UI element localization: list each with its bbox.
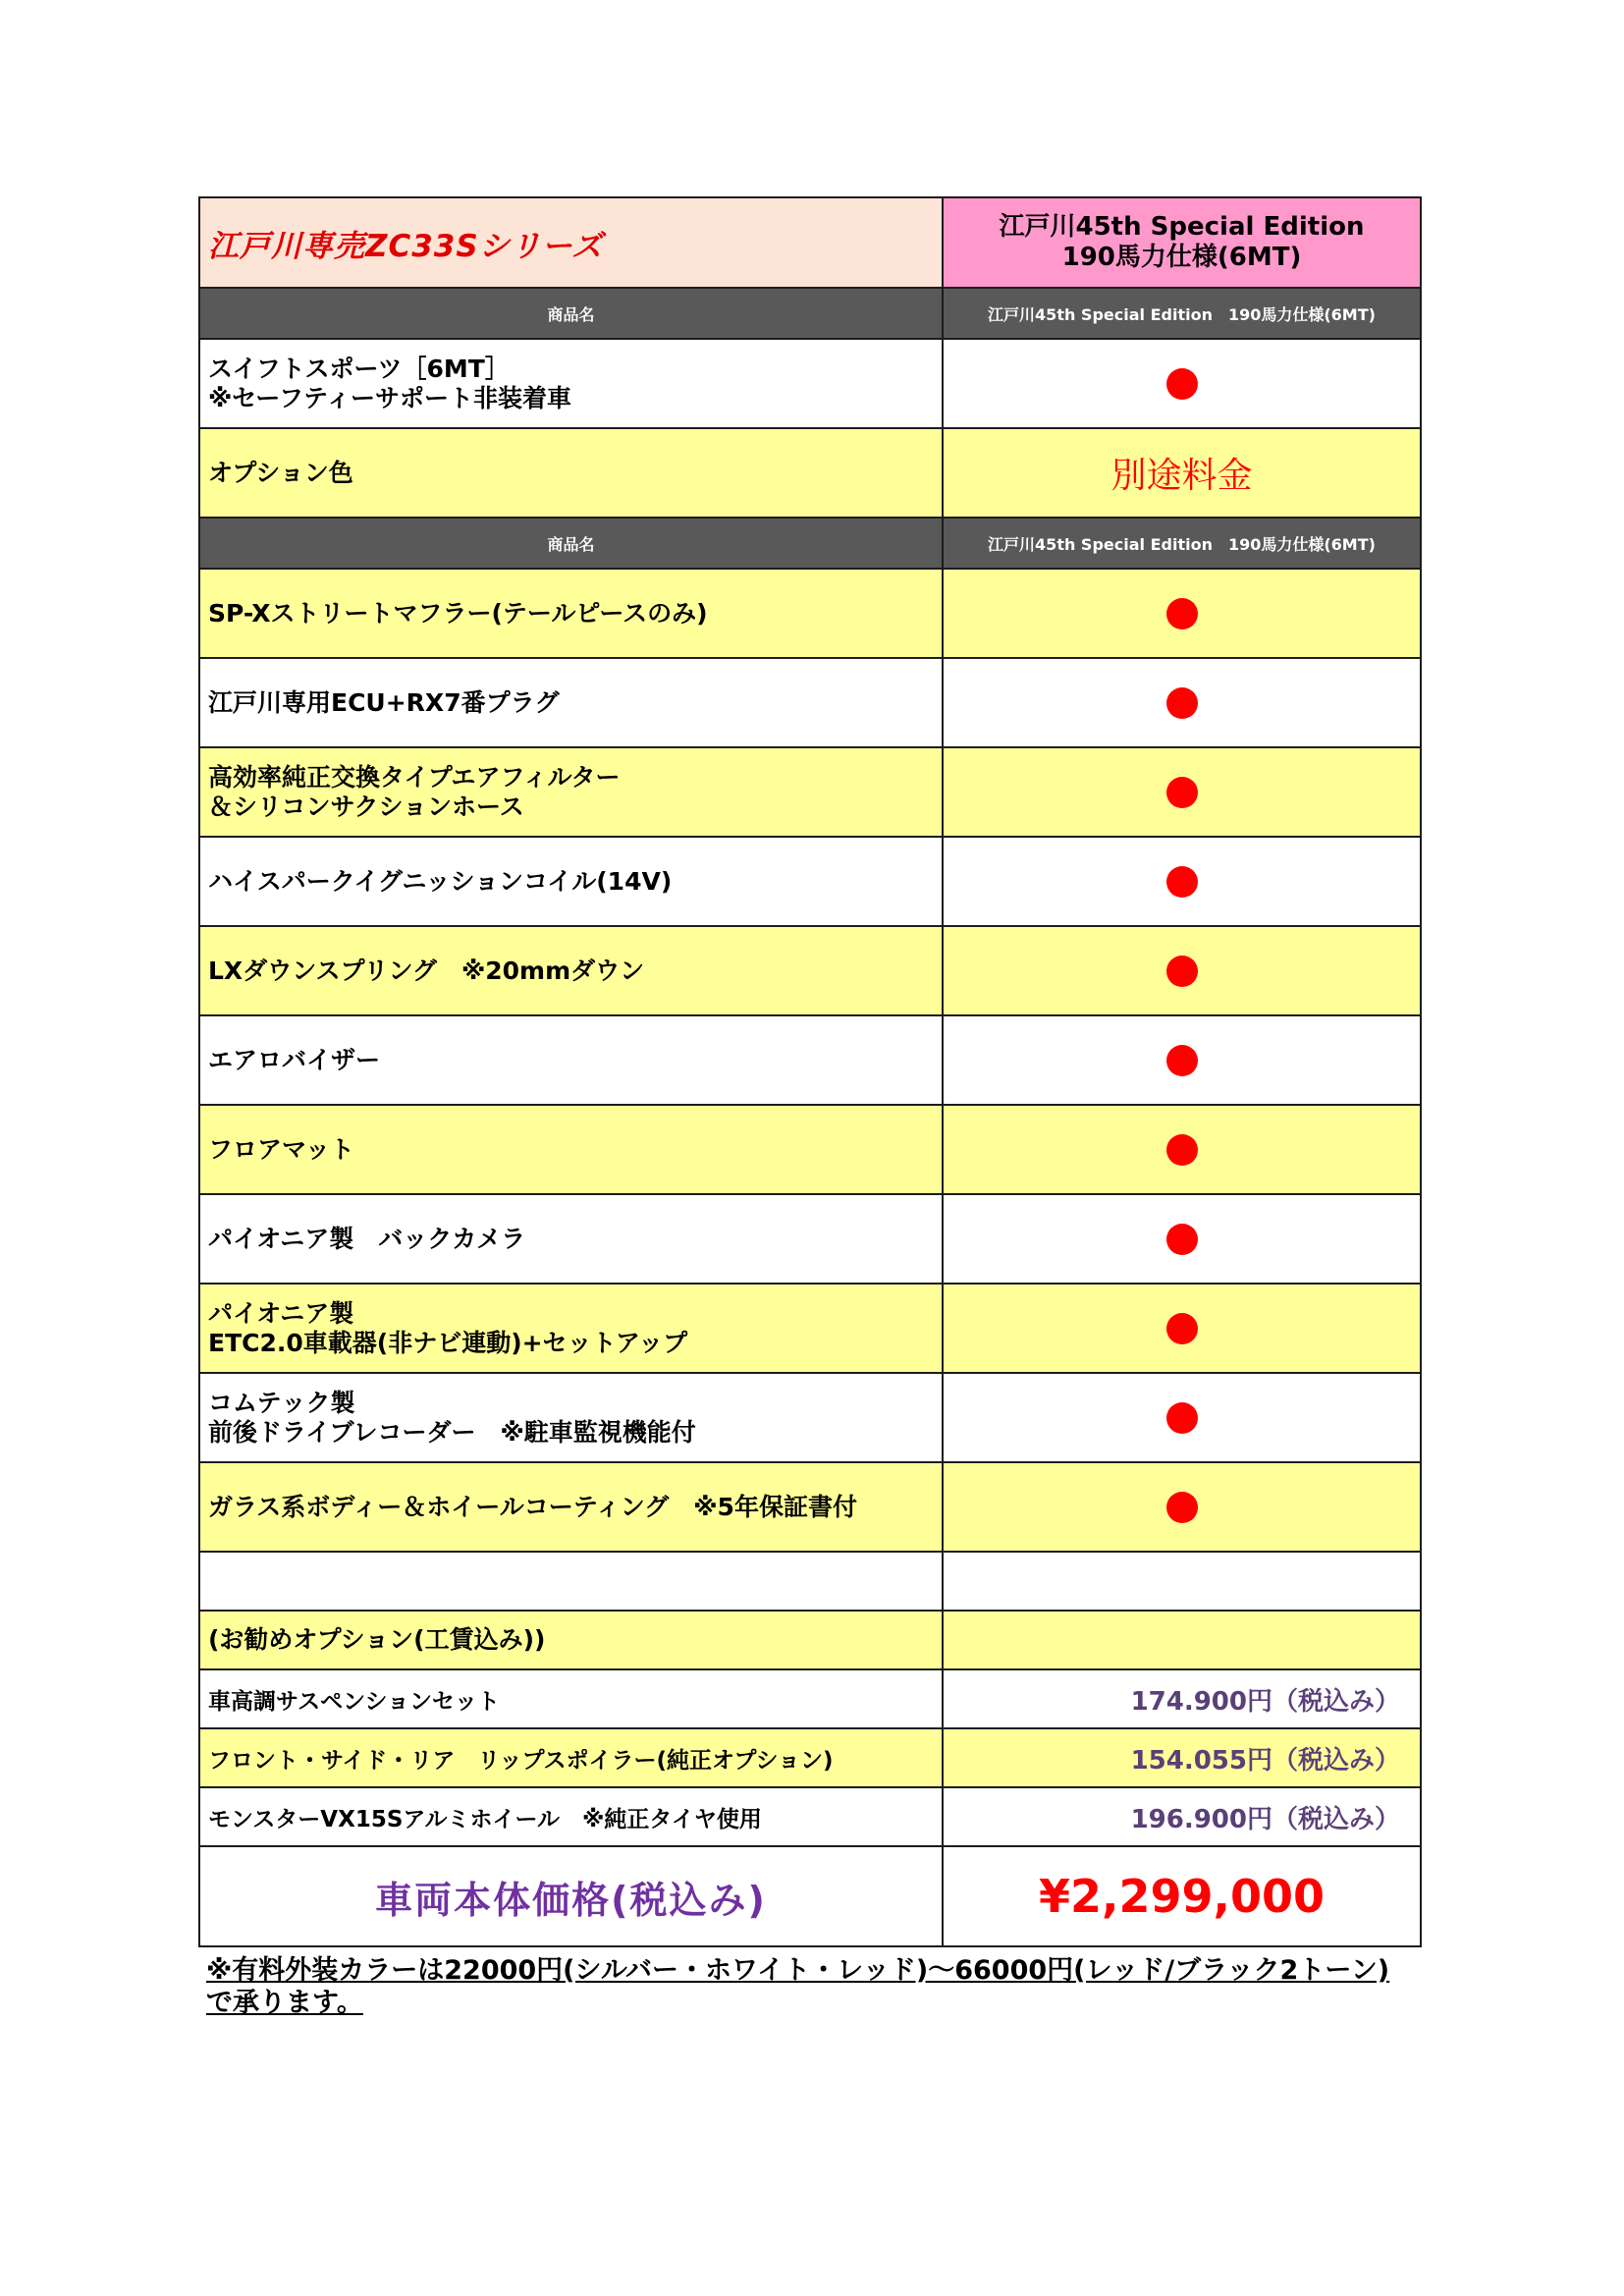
item-included	[943, 1462, 1421, 1552]
included-dot-icon	[1166, 1224, 1198, 1255]
item-label-line1: コムテック製	[208, 1388, 355, 1417]
total-price-label: 車両本体価格(税込み)	[199, 1846, 943, 1946]
item-row	[199, 569, 1421, 658]
included-dot-icon	[1166, 368, 1198, 400]
included-dot-icon	[1166, 1313, 1198, 1344]
item-label-line2: ＆シリコンサクションホース	[208, 792, 524, 821]
footnote-line1: ※有料外装カラーは22000円(シルバー・ホワイト・レッド)～66000円(レッド/ブラック2トーン)	[206, 1955, 1390, 1986]
item-label: パイオニア製 バックカメラ	[199, 1194, 943, 1284]
item-label-line2: 前後ドライブレコーダー ※駐車監視機能付	[208, 1417, 696, 1447]
included-dot-icon	[1166, 598, 1198, 629]
header-edition: 江戸川45th Special Edition 190馬力仕様(6MT)	[943, 288, 1421, 339]
total-price-value: ¥2,299,000	[943, 1846, 1421, 1946]
option-color-value: 別途料金	[943, 428, 1421, 518]
edition-title	[943, 197, 1421, 288]
recommended-heading: (お勧めオプション(工賃込み))	[199, 1611, 943, 1669]
blank-cell	[943, 1552, 1421, 1611]
item-included	[943, 658, 1421, 747]
section-header-row-2	[199, 518, 1421, 569]
item-label-line2: ETC2.0車載器(非ナビ連動)+セットアップ	[208, 1328, 688, 1357]
item-label	[199, 1284, 943, 1373]
recommended-option-row	[199, 1787, 1421, 1846]
recommended-option-row	[199, 1669, 1421, 1728]
recommended-option-price: 174.900円（税込み）	[943, 1669, 1421, 1728]
item-label: ガラス系ボディー＆ホイールコーティング ※5年保証書付	[199, 1462, 943, 1552]
total-row	[199, 1846, 1421, 1946]
item-included	[943, 926, 1421, 1015]
item-label: ハイスパークイグニッションコイル(14V)	[199, 837, 943, 926]
item-included	[943, 1373, 1421, 1462]
header-edition-2: 江戸川45th Special Edition 190馬力仕様(6MT)	[943, 518, 1421, 569]
item-included	[943, 1015, 1421, 1105]
recommended-option-label: 車高調サスペンションセット	[199, 1669, 943, 1728]
option-color-row	[199, 428, 1421, 518]
base-model-line1: スイフトスポーツ［6MT］	[208, 354, 510, 383]
item-row	[199, 1105, 1421, 1194]
recommended-option-label: フロント・サイド・リア リップスポイラー(純正オプション)	[199, 1728, 943, 1787]
item-included	[943, 747, 1421, 837]
option-color-label: オプション色	[199, 428, 943, 518]
header-product-name-2: 商品名	[199, 518, 943, 569]
item-label: エアロバイザー	[199, 1015, 943, 1105]
item-included	[943, 1105, 1421, 1194]
item-label: LXダウンスプリング ※20mmダウン	[199, 926, 943, 1015]
item-included	[943, 837, 1421, 926]
base-model-label	[199, 339, 943, 428]
item-row	[199, 1284, 1421, 1373]
item-included	[943, 1284, 1421, 1373]
included-dot-icon	[1166, 1134, 1198, 1166]
blank-row	[199, 1552, 1421, 1611]
item-row	[199, 1462, 1421, 1552]
item-row	[199, 1194, 1421, 1284]
base-model-row	[199, 339, 1421, 428]
item-label: 江戸川専用ECU+RX7番プラグ	[199, 658, 943, 747]
item-label: SP-Xストリートマフラー(テールピースのみ)	[199, 569, 943, 658]
price-sheet	[198, 196, 1420, 1947]
footnote-line2: で承ります。	[206, 1988, 363, 2018]
section-header-row	[199, 288, 1421, 339]
base-model-included	[943, 339, 1421, 428]
item-row	[199, 747, 1421, 837]
item-label: フロアマット	[199, 1105, 943, 1194]
edition-line1: 江戸川45th Special Edition	[999, 212, 1365, 242]
item-label-line1: 高効率純正交換タイプエアフィルター	[208, 762, 621, 792]
edition-line2: 190馬力仕様(6MT)	[1061, 243, 1302, 272]
recommended-heading-row	[199, 1611, 1421, 1669]
item-label	[199, 1373, 943, 1462]
included-dot-icon	[1166, 687, 1198, 719]
item-row	[199, 658, 1421, 747]
series-title: 江戸川専売ZC33Sシリーズ	[199, 197, 943, 288]
item-row	[199, 1373, 1421, 1462]
item-included	[943, 1194, 1421, 1284]
item-included	[943, 569, 1421, 658]
item-row	[199, 837, 1421, 926]
recommended-option-row	[199, 1728, 1421, 1787]
item-row	[199, 1015, 1421, 1105]
included-dot-icon	[1166, 1492, 1198, 1523]
base-model-line2: ※セーフティーサポート非装着車	[208, 383, 572, 412]
included-dot-icon	[1166, 866, 1198, 898]
item-label	[199, 747, 943, 837]
recommended-option-price: 154.055円（税込み）	[943, 1728, 1421, 1787]
footnote	[206, 1954, 1424, 2019]
blank-cell	[199, 1552, 943, 1611]
spec-table	[198, 196, 1422, 1947]
included-dot-icon	[1166, 777, 1198, 808]
title-row	[199, 197, 1421, 288]
included-dot-icon	[1166, 956, 1198, 987]
header-product-name: 商品名	[199, 288, 943, 339]
recommended-option-price: 196.900円（税込み）	[943, 1787, 1421, 1846]
item-row	[199, 926, 1421, 1015]
included-dot-icon	[1166, 1045, 1198, 1076]
item-label-line1: パイオニア製	[208, 1298, 354, 1328]
recommended-heading-blank	[943, 1611, 1421, 1669]
included-dot-icon	[1166, 1402, 1198, 1434]
recommended-option-label: モンスターVX15Sアルミホイール ※純正タイヤ使用	[199, 1787, 943, 1846]
